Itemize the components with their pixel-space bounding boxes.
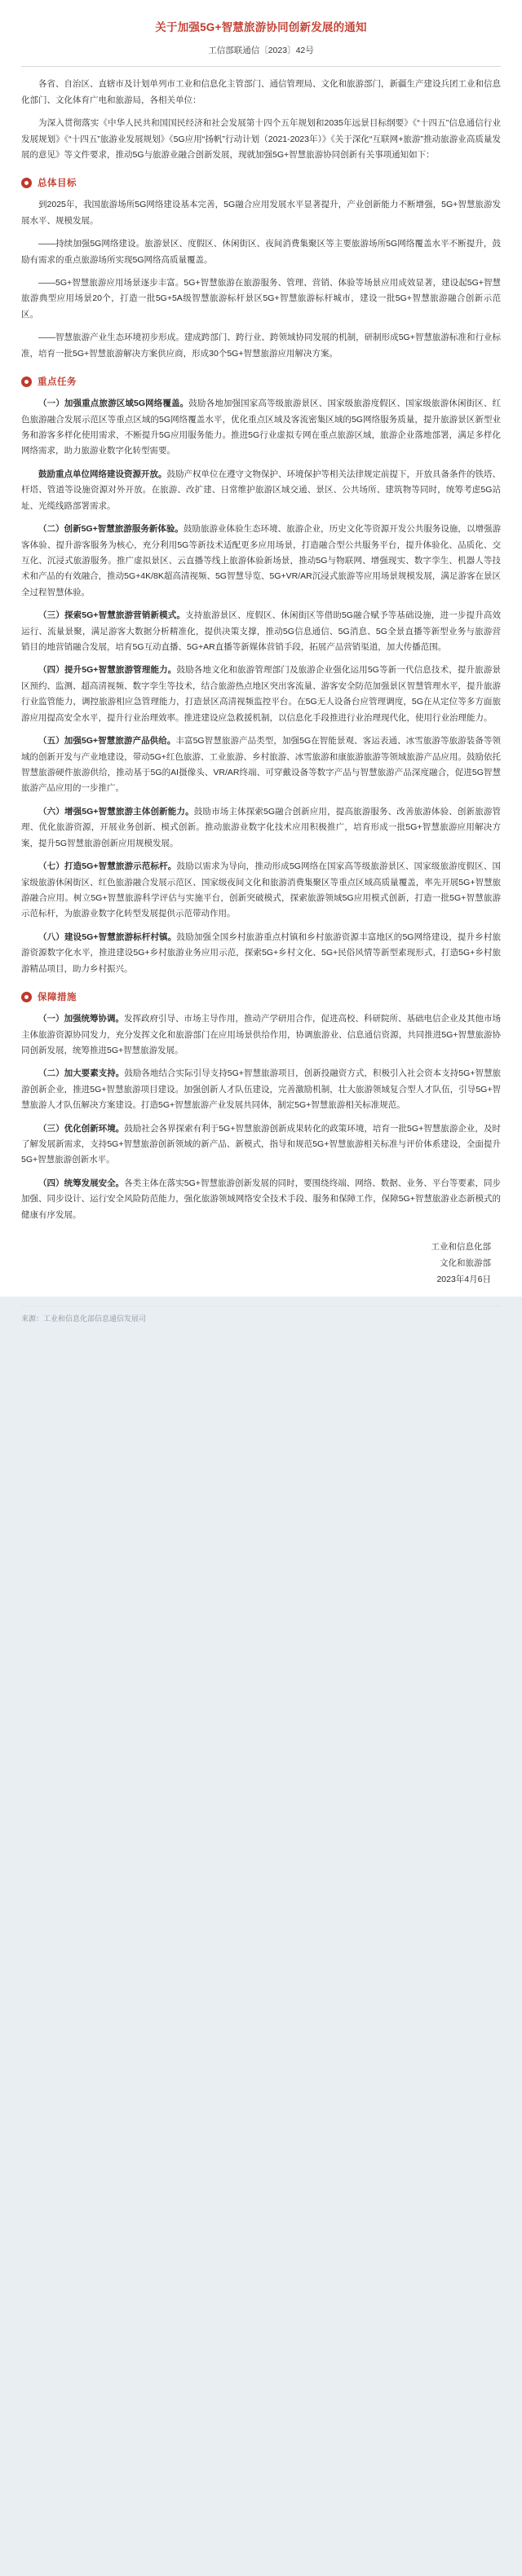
title-divider — [21, 66, 501, 67]
signature-block — [21, 1240, 501, 1288]
section-heading-overall-goals — [21, 176, 501, 189]
paragraph: （五）加强5G+智慧旅游产品供给。丰富5G智慧旅游产品类型，加强5G在智能景观、客运表通、冰雪旅游等旅游装备等领域的创新开发与产业地建设，带动5G+红色旅游、工业旅游、乡村旅游、冰雪旅游和康旅游旅游等领域旅游产品应用。鼓励依托智慧旅游硬件旅游供给，推动基于5G的AI摄像头、VR/AR终端、可穿戴设备等数字产品与智慧旅游产品深度融合，促进5G智慧旅游产品应用的一步推广。 — [21, 736, 502, 794]
paragraph: （八）建设5G+智慧旅游标杆村镇。鼓励加强全国乡村旅游重点村镇和乡村旅游资源丰富地区的5G网络建设，提升乡村旅游资源数字化水平，推进建设5G+乡村旅游业务应用示范，探索5G+乡村文化、5G+民俗风情等新型素现形式，打造5G+乡村旅游精品项目，助力乡村振兴。 — [21, 931, 501, 974]
paragraph: 鼓励重点单位网络建设资源开放。鼓励产权单位在遵守文物保护、环境保护等相关法律规定前提下，开放具备条件的铁塔、杆塔、管道等设施资源对外开放。在旅游、改扩建、日常维护旅游区域交通、景区、公共场所、建筑物等同时，统筹考虑5G站址、光缆线路部署需求。 — [21, 469, 501, 511]
section-title: 总体目标 — [38, 178, 77, 189]
source-footer — [0, 1297, 522, 1335]
signature-line: 文化和旅游部 — [440, 1258, 491, 1269]
document-number: 工信部联通信〔2023〕42号 — [208, 46, 314, 56]
paragraph: （四）提升5G+智慧旅游管理能力。鼓励各地文化和旅游管理部门及旅游企业强化运用5G等新一代信息技术，提升旅游景区预约、监测、超高清视频、数字孪生等技术，结合旅游热点地区突出客流量、游客安全防范加强景区智慧管理水平，提升旅游行业监管能力，调控旅游相应急管理能力，打造景区高清视频监控平台。在5G无人设备台应管理调度，5G在从定位等多方面旅游应用提高安全水平，提升行业治理效率。推进建设应急救援机制，以信息化手段推进行业治理现代化，使用行业治理能力。 — [21, 665, 501, 723]
document-body — [0, 5, 522, 1297]
bullet-circle-icon — [21, 992, 32, 1002]
paragraph: ——持续加强5G网络建设。旅游景区、度假区、休闲街区、夜间消费集聚区等主要旅游场所5G网络覆盖水平不断提升，鼓励有需求的重点旅游场所实现5G网络高质量覆盖。 — [21, 239, 501, 265]
paragraph: （二）创新5G+智慧旅游服务新体验。鼓励旅游业体验生态环境、旅游企业，历史文化等资源开发公共服务设施，以增强游客体验、提升游客服务为核心，充分利用5G等新技术适配更多应用场景，打造融合型公共服务平台，提升体验化、品质化、交互化、沉浸式旅游服务。推广虚拟景区、云直播等线上旅游体验新场景，推动5G与物联网、增强现实、数字孪生、机器人等技术和产品的有效融合，推动5G+4K/8K超高清视频、5G智慧导览、5G+VR/AR沉浸式旅游等应用场景规模发展，满足游客在景区全过程智慧体验。 — [21, 524, 501, 597]
paragraph: （六）增强5G+智慧旅游主体创新能力。鼓励市场主体探索5G融合创新应用，提高旅游服务、改善旅游体验、创新旅游管理、优化旅游资源，开展业务创新、模式创新。推动旅游业数字化技术应用积极推广，培育形成一批5G+智慧旅游应用解决方案，提升5G智慧旅游创新应用规模发展。 — [21, 806, 502, 848]
paragraph: （一）加强重点旅游区域5G网络覆盖。鼓励各地加强国家高等级旅游景区、国家级旅游度假区、国家级旅游休闲街区、红色旅游融合发展示范区等重点区域的5G网络覆盖水平，优化重点区域及客流密集区域的5G网络服务质量，提升旅游景区新型业务和游客多样化使用需求，不断提升5G应用服务能力。推进5G行业虚拟专网在重点旅游区域，旅游企业落地部署，满足多样化网络需求，助力旅游业数字化转型需要。 — [21, 399, 501, 456]
paragraph: ——智慧旅游产业生态环境初步形成。建成跨部门、跨行业、跨领域协同发展的机制，研制形成5G+智慧旅游标准和行业标准，培育一批5G+智慧旅游解决方案供应商，形成30个5G+智慧旅游应用解决方案。 — [21, 332, 501, 359]
paragraph: （三）优化创新环境。鼓励社会各界探索有利于5G+智慧旅游创新成果转化的政策环境，培育一批5G+智慧旅游企业，及时了解发展新需求，支持5G+智慧旅游创新领域的新产品、新模式，指导和规范5G+智慧旅游相关标准与评价体系建设，全面提升5G+智慧旅游创新水平。 — [21, 1123, 502, 1165]
paragraph: 到2025年，我国旅游场所5G网络建设基本完善，5G融合应用发展水平显著提升，产业创新能力不断增强，5G+智慧旅游发展水平、规模发展。 — [21, 200, 501, 226]
section-title: 保障措施 — [38, 993, 77, 1003]
paragraph: （一）加强统筹协调。发挥政府引导、市场主导作用，推动产学研用合作，促进高校、科研院所、基础电信企业及其他市场主体旅游资源协同发力，充分发挥文化和旅游部门在应用场景供给作用，协调旅游业、信息通信资源，共同推进5G+智慧旅游协同创新发展，统筹推进5G+智慧旅游发展。 — [21, 1014, 501, 1055]
signature-date: 2023年4月6日 — [436, 1275, 491, 1285]
paragraph: （七）打造5G+智慧旅游示范标杆。鼓励以需求为导向，推动形成5G网络在国家高等级旅游景区、国家级旅游度假区、国家级旅游休闲街区、红色旅游融合发展示范区、国家级夜间文化和旅游消费集聚区等重点区域高质量覆盖，率先开展5G+智慧旅游融合应用。树立5G+智慧旅游科学评估与实施平台，创新突破模式，探索旅游领域5G应用模式创新，打造一批5G+智慧旅游示范标杆，为旅游业数字化转型发展提供示范带动作用。 — [21, 861, 501, 919]
section-heading-key-tasks — [21, 375, 501, 388]
section-title: 重点任务 — [38, 377, 77, 388]
bullet-circle-icon — [21, 178, 32, 188]
source-text: 来源：工业和信息化部信息通信发展司 — [21, 1314, 147, 1323]
recipients-paragraph: 各省、自治区、直辖市及计划单列市工业和信息化主管部门、通信管理局、文化和旅游部门，新疆生产建设兵团工业和信息化部门、文化体育广电和旅游局，各相关单位： — [21, 79, 501, 105]
paragraph: （二）加大要素支持。鼓励各地结合实际引导支持5G+智慧旅游项目，创新投融资方式，积极引入社会资本支持5G+智慧旅游创新企业，推进5G+智慧旅游项目建设。加强创新人才队伍建设，完善激励机制，壮大旅游领域复合型人才队伍，引导5G+智慧旅游人才队伍解决方案建设。打造5G+智慧旅游产业发展共同体，制定5G+智慧旅游相关标准规范。 — [21, 1068, 502, 1111]
signature-line: 工业和信息化部 — [431, 1242, 491, 1253]
document-title: 关于加强5G+智慧旅游协同创新发展的通知 — [155, 21, 367, 33]
paragraph: （三）探索5G+智慧旅游营销新模式。支持旅游景区、度假区、休闲街区等借助5G融合赋予等基础设施，进一步提升高效运行、流量景聚，满足游客大数据分析精准化，提供决策支撑，推动5G信息通信、5G消息、5G全景直播等新型业务与旅游营销目的地营销融合发展，培育5G互动直播、5G+AR直播等新媒体营销手段，拓展产品营销渠道，加大传播范围。 — [21, 610, 501, 653]
bullet-circle-icon — [21, 376, 32, 387]
paragraph: ——5G+智慧旅游应用场景逐步丰富。5G+智慧旅游在旅游服务、管理、营销、体验等场景应用成效显著，建设起5G+智慧旅游典型应用场景20个，打造一批5G+5A级智慧旅游标杆景区5G+智慧旅游标杆城市，建设一批5G+智慧旅游融合创新示范区。 — [21, 278, 501, 319]
paragraph: （四）统筹发展安全。各类主体在落实5G+智慧旅游创新发展的同时，要围绕终端、网络、数据、业务、平台等要素，同步加强、同步设计、运行安全风险防范能力，强化旅游领域网络安全技术手段、服务和保障工作，保障5G+智慧旅游业态新模式的健康有序发展。 — [21, 1178, 502, 1220]
section-heading-safeguards — [21, 990, 501, 1003]
intro-paragraph: 为深入贯彻落实《中华人民共和国国民经济和社会发展第十四个五年规划和2035年远景目标纲要》《“十四五”信息通信行业发展规划》《“十四五”旅游业发展规划》《5G应用“扬帆”行动计划（2021-2023年）》《关于深化“互联网+旅游”推动旅游业高质量发展的意见》等文件要求，推动5G与旅游业融合创新发展，现就加强5G+智慧旅游协同创新有关事项通知如下： — [21, 118, 501, 160]
